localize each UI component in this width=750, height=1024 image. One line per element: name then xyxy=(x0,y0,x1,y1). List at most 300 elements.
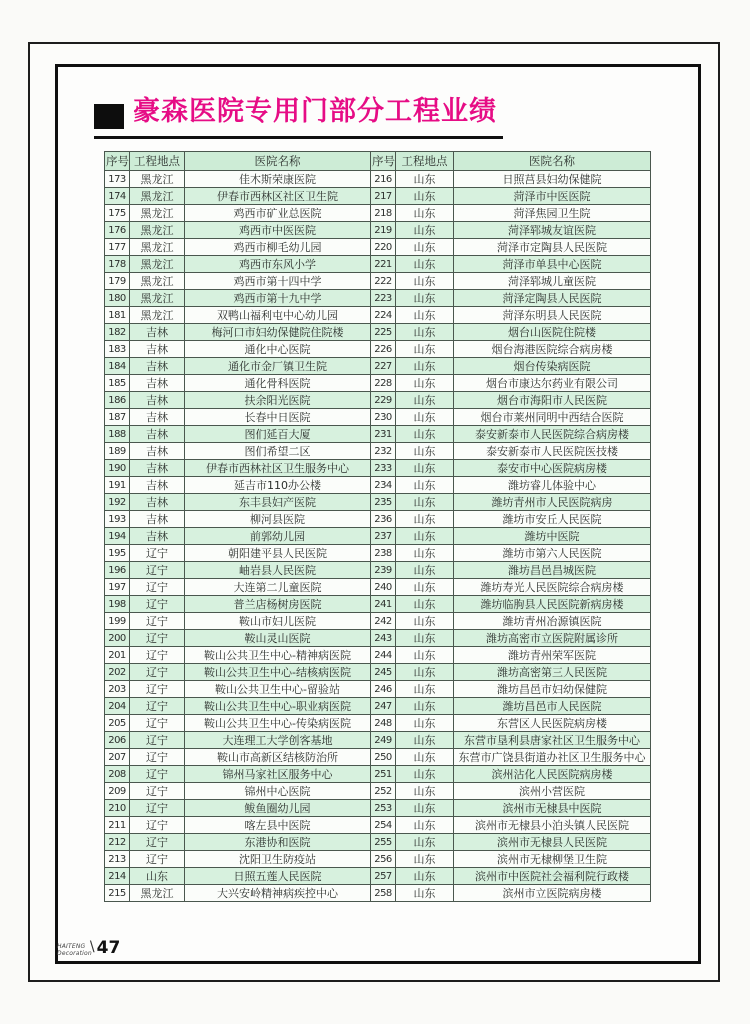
cell-location: 山东 xyxy=(396,375,454,392)
table-row xyxy=(105,885,651,902)
cell-hospital: 鸡西市中医医院 xyxy=(185,222,371,239)
table-row xyxy=(105,426,651,443)
cell-location: 山东 xyxy=(396,460,454,477)
cell-location: 山东 xyxy=(396,324,454,341)
table-row xyxy=(105,698,651,715)
table-row xyxy=(105,171,651,188)
cell-hospital: 通化骨科医院 xyxy=(185,375,371,392)
table-row xyxy=(105,851,651,868)
cell-hospital: 东丰县妇产医院 xyxy=(185,494,371,511)
cell-location: 辽宁 xyxy=(130,834,185,851)
cell-serial: 231 xyxy=(371,426,396,443)
cell-location: 辽宁 xyxy=(130,562,185,579)
table-row xyxy=(105,358,651,375)
page-title: 豪森医院专用门部分工程业绩 xyxy=(133,96,497,127)
cell-hospital: 延吉市110办公楼 xyxy=(185,477,371,494)
cell-location: 山东 xyxy=(396,545,454,562)
cell-serial: 232 xyxy=(371,443,396,460)
cell-serial: 241 xyxy=(371,596,396,613)
cell-location: 山东 xyxy=(396,188,454,205)
cell-location: 黑龙江 xyxy=(130,205,185,222)
cell-serial: 206 xyxy=(105,732,130,749)
cell-location: 山东 xyxy=(396,783,454,800)
cell-location: 山东 xyxy=(396,171,454,188)
cell-location: 山东 xyxy=(396,851,454,868)
cell-serial: 173 xyxy=(105,171,130,188)
square-bullet-icon xyxy=(94,104,124,129)
cell-location: 辽宁 xyxy=(130,664,185,681)
cell-location: 山东 xyxy=(396,222,454,239)
cell-location: 山东 xyxy=(396,834,454,851)
cell-location: 辽宁 xyxy=(130,783,185,800)
cell-serial: 192 xyxy=(105,494,130,511)
table-row xyxy=(105,562,651,579)
cell-location: 吉林 xyxy=(130,409,185,426)
cell-serial: 249 xyxy=(371,732,396,749)
cell-hospital: 菏泽郓城儿童医院 xyxy=(454,273,651,290)
table-row xyxy=(105,188,651,205)
cell-location: 山东 xyxy=(396,715,454,732)
cell-hospital: 烟台传染病医院 xyxy=(454,358,651,375)
cell-hospital: 泰安市中心医院病房楼 xyxy=(454,460,651,477)
cell-hospital: 鞍山市高新区结核防治所 xyxy=(185,749,371,766)
cell-serial: 204 xyxy=(105,698,130,715)
cell-serial: 223 xyxy=(371,290,396,307)
cell-hospital: 潍坊青州冶源镇医院 xyxy=(454,613,651,630)
table-row xyxy=(105,613,651,630)
cell-serial: 207 xyxy=(105,749,130,766)
cell-serial: 194 xyxy=(105,528,130,545)
cell-location: 黑龙江 xyxy=(130,239,185,256)
cell-serial: 196 xyxy=(105,562,130,579)
cell-location: 山东 xyxy=(396,800,454,817)
cell-hospital: 烟台市海阳市人民医院 xyxy=(454,392,651,409)
cell-serial: 174 xyxy=(105,188,130,205)
cell-location: 辽宁 xyxy=(130,851,185,868)
cell-serial: 235 xyxy=(371,494,396,511)
column-header-serial: 序号 xyxy=(371,152,396,171)
table-row xyxy=(105,409,651,426)
cell-hospital: 伊春市西林区社区卫生院 xyxy=(185,188,371,205)
table-row xyxy=(105,256,651,273)
cell-hospital: 烟台海港医院综合病房楼 xyxy=(454,341,651,358)
cell-hospital: 泰安新泰市人民医院医技楼 xyxy=(454,443,651,460)
cell-hospital: 菏泽焦园卫生院 xyxy=(454,205,651,222)
cell-location: 山东 xyxy=(396,664,454,681)
cell-hospital: 潍坊昌邑市人民医院 xyxy=(454,698,651,715)
cell-serial: 201 xyxy=(105,647,130,664)
cell-location: 山东 xyxy=(396,766,454,783)
cell-location: 吉林 xyxy=(130,460,185,477)
cell-location: 山东 xyxy=(396,562,454,579)
cell-hospital: 梅河口市妇幼保健院住院楼 xyxy=(185,324,371,341)
table-row xyxy=(105,715,651,732)
cell-hospital: 潍坊高密第三人民医院 xyxy=(454,664,651,681)
cell-location: 黑龙江 xyxy=(130,307,185,324)
cell-location: 山东 xyxy=(396,698,454,715)
cell-location: 辽宁 xyxy=(130,749,185,766)
table-row xyxy=(105,596,651,613)
cell-location: 辽宁 xyxy=(130,715,185,732)
cell-serial: 185 xyxy=(105,375,130,392)
page-footer xyxy=(57,939,120,957)
cell-serial: 240 xyxy=(371,579,396,596)
cell-location: 黑龙江 xyxy=(130,885,185,902)
cell-location: 山东 xyxy=(396,426,454,443)
cell-serial: 191 xyxy=(105,477,130,494)
table-row xyxy=(105,817,651,834)
table-row xyxy=(105,545,651,562)
cell-hospital: 潍坊寿光人民医院综合病房楼 xyxy=(454,579,651,596)
cell-location: 辽宁 xyxy=(130,681,185,698)
table-row xyxy=(105,749,651,766)
cell-hospital: 鞍山市妇儿医院 xyxy=(185,613,371,630)
cell-hospital: 鸡西市第十九中学 xyxy=(185,290,371,307)
cell-serial: 217 xyxy=(371,188,396,205)
cell-hospital: 喀左县中医院 xyxy=(185,817,371,834)
cell-serial: 252 xyxy=(371,783,396,800)
cell-hospital: 朝阳建平县人民医院 xyxy=(185,545,371,562)
footer-brand-bottom: Decoration xyxy=(57,950,92,957)
cell-location: 山东 xyxy=(396,630,454,647)
cell-location: 辽宁 xyxy=(130,800,185,817)
table-row xyxy=(105,868,651,885)
cell-location: 吉林 xyxy=(130,494,185,511)
cell-hospital: 沈阳卫生防疫站 xyxy=(185,851,371,868)
cell-serial: 237 xyxy=(371,528,396,545)
cell-serial: 213 xyxy=(105,851,130,868)
cell-hospital: 滨州沾化人民医院病房楼 xyxy=(454,766,651,783)
page-number: 47 xyxy=(96,938,121,958)
cell-hospital: 鞍山公共卫生中心-精神病医院 xyxy=(185,647,371,664)
cell-hospital: 鸡西市矿业总医院 xyxy=(185,205,371,222)
cell-hospital: 滨州市无棣柳堡卫生院 xyxy=(454,851,651,868)
cell-location: 山东 xyxy=(396,885,454,902)
cell-hospital: 潍坊青州市人民医院病房 xyxy=(454,494,651,511)
cell-location: 辽宁 xyxy=(130,613,185,630)
cell-serial: 216 xyxy=(371,171,396,188)
cell-location: 吉林 xyxy=(130,392,185,409)
cell-serial: 210 xyxy=(105,800,130,817)
cell-hospital: 菏泽市单县中心医院 xyxy=(454,256,651,273)
cell-serial: 205 xyxy=(105,715,130,732)
cell-hospital: 潍坊临朐县人民医院新病房楼 xyxy=(454,596,651,613)
cell-hospital: 潍坊高密市立医院附属诊所 xyxy=(454,630,651,647)
cell-serial: 195 xyxy=(105,545,130,562)
projects-table xyxy=(104,151,651,902)
cell-location: 山东 xyxy=(130,868,185,885)
cell-location: 山东 xyxy=(396,732,454,749)
cell-location: 辽宁 xyxy=(130,630,185,647)
cell-serial: 199 xyxy=(105,613,130,630)
cell-serial: 186 xyxy=(105,392,130,409)
table-row xyxy=(105,647,651,664)
cell-hospital: 菏泽东明县人民医院 xyxy=(454,307,651,324)
cell-location: 吉林 xyxy=(130,341,185,358)
column-header-location: 工程地点 xyxy=(396,152,454,171)
cell-hospital: 滨州市立医院病房楼 xyxy=(454,885,651,902)
table-row xyxy=(105,664,651,681)
footer-slash-mark: \ xyxy=(89,939,95,955)
cell-serial: 233 xyxy=(371,460,396,477)
cell-location: 山东 xyxy=(396,392,454,409)
table-row xyxy=(105,477,651,494)
cell-serial: 203 xyxy=(105,681,130,698)
cell-hospital: 双鸭山福利屯中心幼儿园 xyxy=(185,307,371,324)
cell-hospital: 长春中日医院 xyxy=(185,409,371,426)
cell-serial: 244 xyxy=(371,647,396,664)
cell-location: 黑龙江 xyxy=(130,171,185,188)
cell-serial: 226 xyxy=(371,341,396,358)
cell-hospital: 鸡西市柳毛幼儿园 xyxy=(185,239,371,256)
cell-serial: 175 xyxy=(105,205,130,222)
cell-location: 山东 xyxy=(396,409,454,426)
cell-location: 山东 xyxy=(396,817,454,834)
cell-serial: 236 xyxy=(371,511,396,528)
table-header-row xyxy=(105,152,651,171)
cell-location: 山东 xyxy=(396,477,454,494)
cell-hospital: 泰安新泰市人民医院综合病房楼 xyxy=(454,426,651,443)
cell-hospital: 鞍山公共卫生中心-结核病医院 xyxy=(185,664,371,681)
cell-hospital: 鞍山公共卫生中心-职业病医院 xyxy=(185,698,371,715)
cell-serial: 245 xyxy=(371,664,396,681)
cell-serial: 197 xyxy=(105,579,130,596)
cell-location: 山东 xyxy=(396,239,454,256)
table-row xyxy=(105,341,651,358)
cell-location: 辽宁 xyxy=(130,817,185,834)
cell-hospital: 大连第二儿童医院 xyxy=(185,579,371,596)
column-header-serial: 序号 xyxy=(105,152,130,171)
cell-serial: 234 xyxy=(371,477,396,494)
table-row xyxy=(105,375,651,392)
cell-serial: 183 xyxy=(105,341,130,358)
table-row xyxy=(105,205,651,222)
cell-hospital: 通化市金厂镇卫生院 xyxy=(185,358,371,375)
cell-location: 山东 xyxy=(396,273,454,290)
table-row xyxy=(105,783,651,800)
cell-location: 辽宁 xyxy=(130,766,185,783)
cell-serial: 247 xyxy=(371,698,396,715)
cell-location: 辽宁 xyxy=(130,579,185,596)
cell-serial: 221 xyxy=(371,256,396,273)
cell-hospital: 图们延百大厦 xyxy=(185,426,371,443)
cell-location: 吉林 xyxy=(130,443,185,460)
cell-serial: 257 xyxy=(371,868,396,885)
table-row xyxy=(105,239,651,256)
table-row xyxy=(105,273,651,290)
table-row xyxy=(105,528,651,545)
cell-hospital: 潍坊市第六人民医院 xyxy=(454,545,651,562)
cell-serial: 200 xyxy=(105,630,130,647)
cell-serial: 224 xyxy=(371,307,396,324)
cell-serial: 198 xyxy=(105,596,130,613)
cell-location: 辽宁 xyxy=(130,545,185,562)
cell-location: 山东 xyxy=(396,494,454,511)
cell-hospital: 前郭幼儿园 xyxy=(185,528,371,545)
cell-serial: 239 xyxy=(371,562,396,579)
cell-hospital: 潍坊中医院 xyxy=(454,528,651,545)
cell-serial: 193 xyxy=(105,511,130,528)
cell-location: 山东 xyxy=(396,749,454,766)
cell-hospital: 东营市广饶县街道办社区卫生服务中心 xyxy=(454,749,651,766)
cell-location: 吉林 xyxy=(130,528,185,545)
cell-serial: 219 xyxy=(371,222,396,239)
column-header-location: 工程地点 xyxy=(130,152,185,171)
cell-hospital: 菏泽定陶县人民医院 xyxy=(454,290,651,307)
cell-serial: 176 xyxy=(105,222,130,239)
cell-serial: 177 xyxy=(105,239,130,256)
cell-hospital: 东港协和医院 xyxy=(185,834,371,851)
cell-hospital: 菏泽郓城友谊医院 xyxy=(454,222,651,239)
cell-serial: 220 xyxy=(371,239,396,256)
cell-location: 辽宁 xyxy=(130,596,185,613)
cell-hospital: 鞍山公共卫生中心-传染病医院 xyxy=(185,715,371,732)
cell-hospital: 图们希望二区 xyxy=(185,443,371,460)
table-row xyxy=(105,800,651,817)
cell-hospital: 东营市垦利县唐家社区卫生服务中心 xyxy=(454,732,651,749)
table-row xyxy=(105,511,651,528)
cell-hospital: 滨州市无棣县小泊头镇人民医院 xyxy=(454,817,651,834)
table-row xyxy=(105,630,651,647)
cell-location: 山东 xyxy=(396,290,454,307)
cell-serial: 188 xyxy=(105,426,130,443)
cell-hospital: 普兰店杨树房医院 xyxy=(185,596,371,613)
table-row xyxy=(105,324,651,341)
cell-location: 辽宁 xyxy=(130,647,185,664)
footer-brand-logo xyxy=(57,943,92,957)
cell-hospital: 岫岩县人民医院 xyxy=(185,562,371,579)
cell-serial: 258 xyxy=(371,885,396,902)
cell-serial: 209 xyxy=(105,783,130,800)
cell-location: 吉林 xyxy=(130,358,185,375)
cell-hospital: 菏泽市中医医院 xyxy=(454,188,651,205)
cell-location: 黑龙江 xyxy=(130,256,185,273)
cell-serial: 254 xyxy=(371,817,396,834)
cell-serial: 212 xyxy=(105,834,130,851)
cell-hospital: 通化中心医院 xyxy=(185,341,371,358)
cell-location: 吉林 xyxy=(130,477,185,494)
cell-hospital: 鸡西市第十四中学 xyxy=(185,273,371,290)
table-row xyxy=(105,443,651,460)
cell-location: 山东 xyxy=(396,341,454,358)
cell-hospital: 日照五莲人民医院 xyxy=(185,868,371,885)
cell-serial: 181 xyxy=(105,307,130,324)
cell-location: 山东 xyxy=(396,307,454,324)
cell-hospital: 潍坊昌邑市妇幼保健院 xyxy=(454,681,651,698)
cell-serial: 189 xyxy=(105,443,130,460)
cell-serial: 214 xyxy=(105,868,130,885)
cell-serial: 179 xyxy=(105,273,130,290)
column-header-hospital: 医院名称 xyxy=(185,152,371,171)
cell-location: 吉林 xyxy=(130,426,185,443)
cell-hospital: 滨州市无棣县中医院 xyxy=(454,800,651,817)
cell-serial: 251 xyxy=(371,766,396,783)
cell-hospital: 潍坊昌邑昌城医院 xyxy=(454,562,651,579)
cell-serial: 238 xyxy=(371,545,396,562)
cell-serial: 250 xyxy=(371,749,396,766)
cell-hospital: 潍坊青州荣军医院 xyxy=(454,647,651,664)
cell-location: 辽宁 xyxy=(130,732,185,749)
cell-hospital: 柳河县医院 xyxy=(185,511,371,528)
cell-hospital: 烟台山医院住院楼 xyxy=(454,324,651,341)
cell-serial: 248 xyxy=(371,715,396,732)
cell-serial: 256 xyxy=(371,851,396,868)
cell-hospital: 锦州马家社区服务中心 xyxy=(185,766,371,783)
cell-hospital: 烟台市康达尔药业有限公司 xyxy=(454,375,651,392)
cell-serial: 184 xyxy=(105,358,130,375)
cell-location: 黑龙江 xyxy=(130,273,185,290)
cell-hospital: 东营区人民医院病房楼 xyxy=(454,715,651,732)
cell-hospital: 大兴安岭精神病疾控中心 xyxy=(185,885,371,902)
cell-serial: 225 xyxy=(371,324,396,341)
table-row xyxy=(105,681,651,698)
cell-location: 山东 xyxy=(396,868,454,885)
table-row xyxy=(105,732,651,749)
cell-hospital: 鞍山公共卫生中心-留验站 xyxy=(185,681,371,698)
cell-hospital: 鞍山灵山医院 xyxy=(185,630,371,647)
cell-hospital: 菏泽市定陶县人民医院 xyxy=(454,239,651,256)
cell-serial: 228 xyxy=(371,375,396,392)
cell-hospital: 扶余阳光医院 xyxy=(185,392,371,409)
cell-hospital: 潍坊市安丘人民医院 xyxy=(454,511,651,528)
table-row xyxy=(105,307,651,324)
cell-serial: 222 xyxy=(371,273,396,290)
cell-serial: 208 xyxy=(105,766,130,783)
cell-location: 山东 xyxy=(396,443,454,460)
cell-serial: 243 xyxy=(371,630,396,647)
column-header-hospital: 医院名称 xyxy=(454,152,651,171)
cell-hospital: 锦州中心医院 xyxy=(185,783,371,800)
cell-hospital: 滨州市中医院社会福利院行政楼 xyxy=(454,868,651,885)
cell-hospital: 鸡西市东风小学 xyxy=(185,256,371,273)
cell-serial: 227 xyxy=(371,358,396,375)
cell-hospital: 烟台市莱州同明中西结合医院 xyxy=(454,409,651,426)
table-row xyxy=(105,460,651,477)
cell-serial: 187 xyxy=(105,409,130,426)
cell-serial: 190 xyxy=(105,460,130,477)
title-block xyxy=(94,94,503,139)
cell-location: 吉林 xyxy=(130,511,185,528)
cell-serial: 229 xyxy=(371,392,396,409)
cell-location: 吉林 xyxy=(130,324,185,341)
cell-serial: 242 xyxy=(371,613,396,630)
cell-location: 黑龙江 xyxy=(130,290,185,307)
cell-location: 吉林 xyxy=(130,375,185,392)
cell-serial: 211 xyxy=(105,817,130,834)
cell-location: 山东 xyxy=(396,647,454,664)
cell-location: 黑龙江 xyxy=(130,222,185,239)
cell-serial: 182 xyxy=(105,324,130,341)
cell-hospital: 滨州小营医院 xyxy=(454,783,651,800)
cell-hospital: 大连理工大学创客基地 xyxy=(185,732,371,749)
cell-serial: 255 xyxy=(371,834,396,851)
table-row xyxy=(105,494,651,511)
cell-location: 山东 xyxy=(396,205,454,222)
cell-serial: 215 xyxy=(105,885,130,902)
cell-serial: 178 xyxy=(105,256,130,273)
cell-location: 山东 xyxy=(396,613,454,630)
cell-serial: 253 xyxy=(371,800,396,817)
cell-hospital: 佳木斯荣康医院 xyxy=(185,171,371,188)
cell-serial: 230 xyxy=(371,409,396,426)
cell-hospital: 伊春市西林社区卫生服务中心 xyxy=(185,460,371,477)
cell-location: 山东 xyxy=(396,256,454,273)
cell-hospital: 日照莒县妇幼保健院 xyxy=(454,171,651,188)
cell-location: 山东 xyxy=(396,511,454,528)
table-row xyxy=(105,290,651,307)
cell-hospital: 滨州市无棣县人民医院 xyxy=(454,834,651,851)
cell-location: 山东 xyxy=(396,528,454,545)
